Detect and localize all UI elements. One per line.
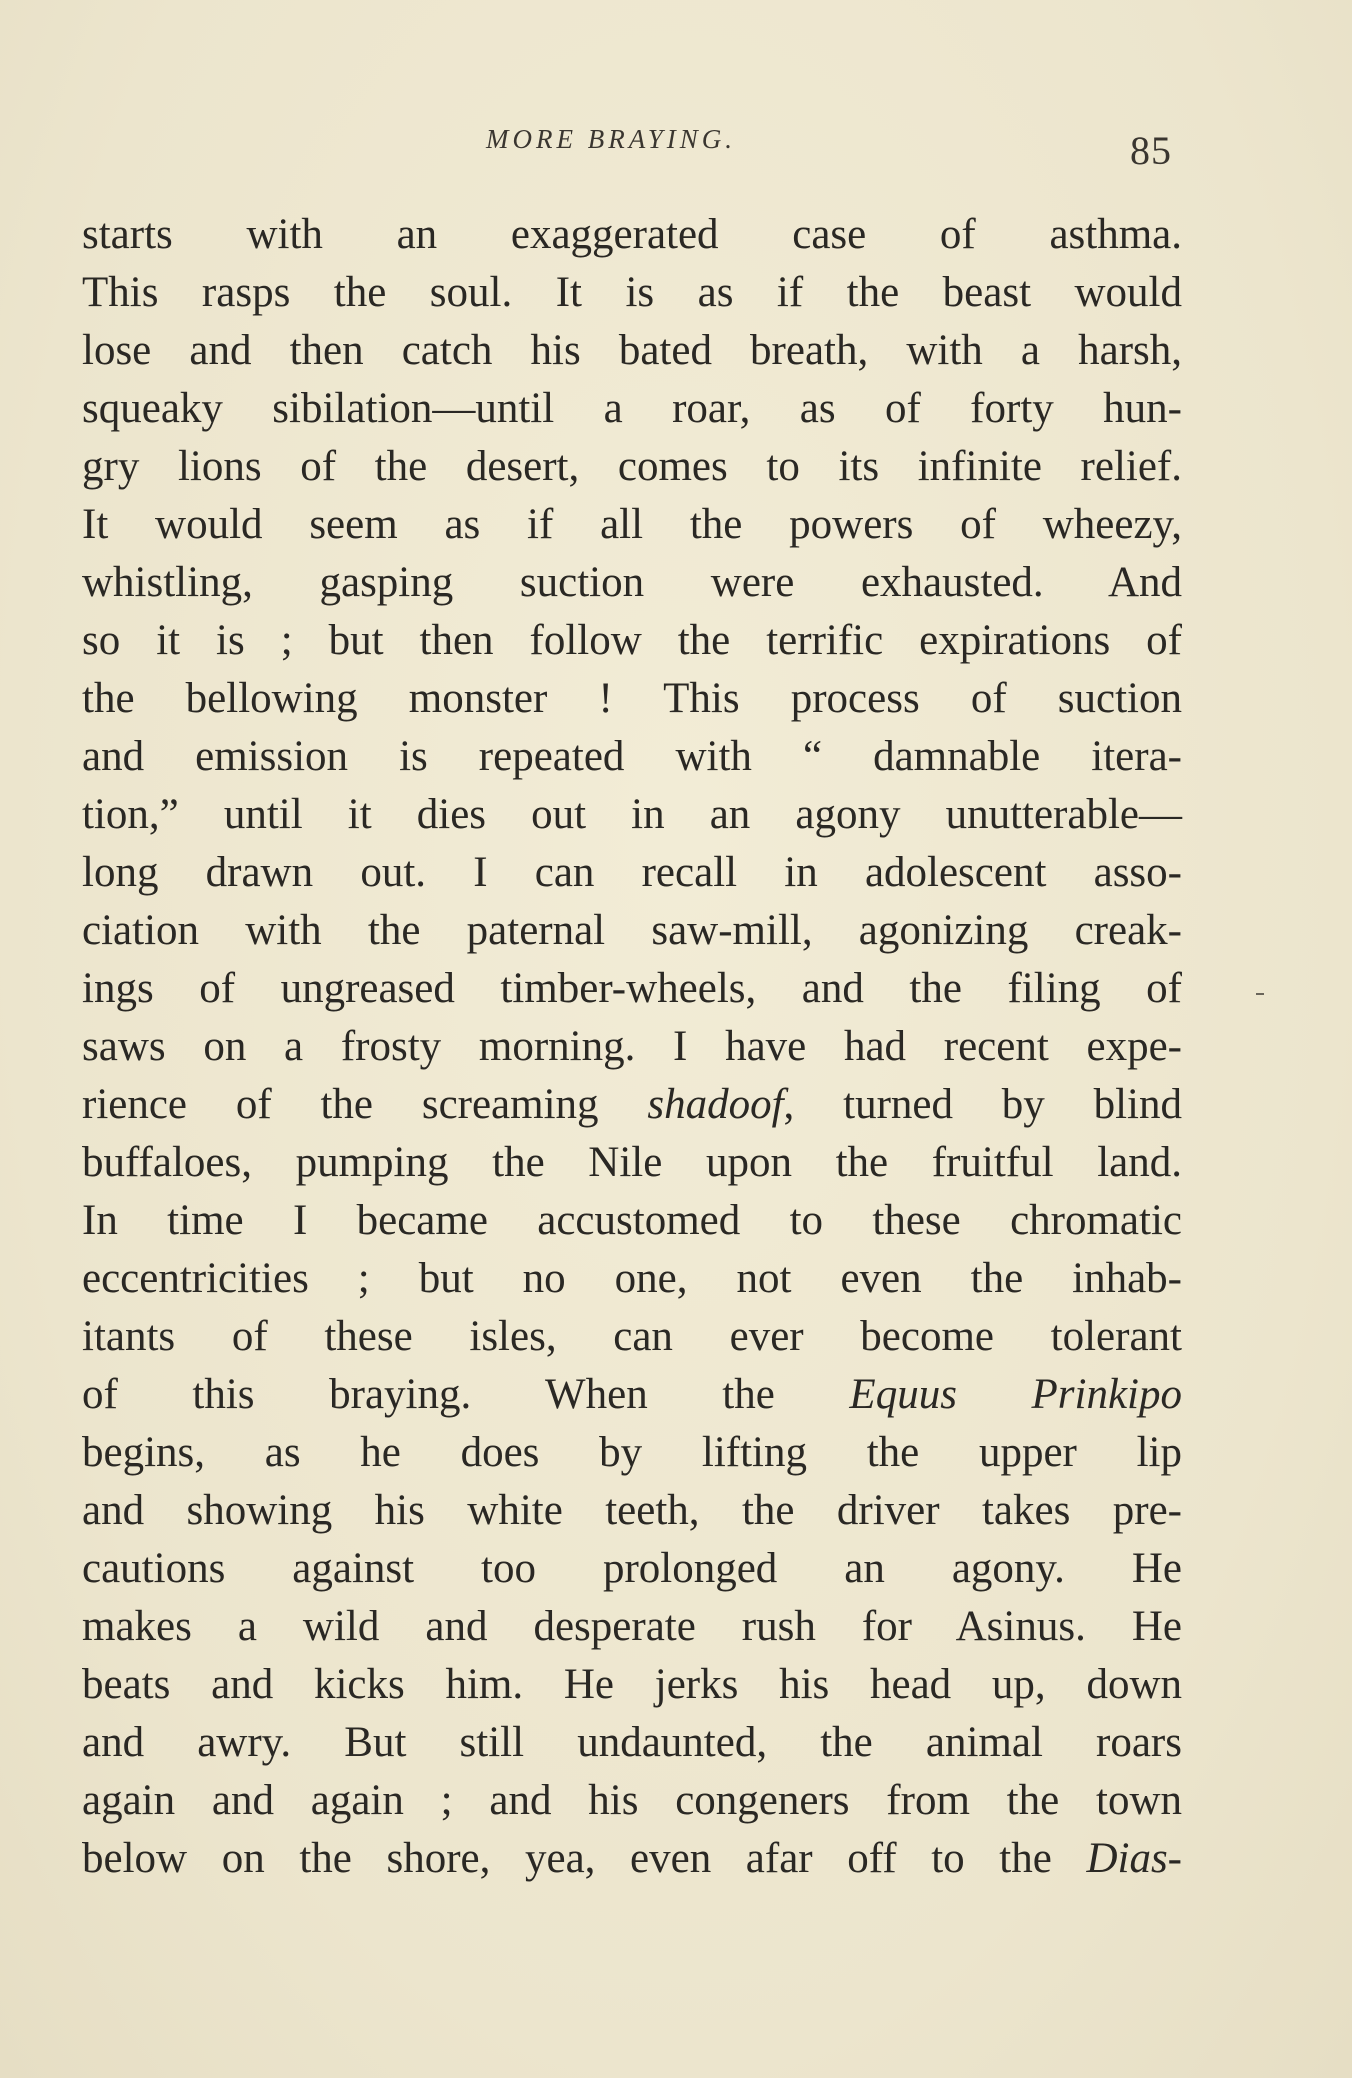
text-line: [82, 728, 1182, 786]
text-line: [82, 1540, 1182, 1598]
margin-mark: [1256, 993, 1264, 995]
text-segment: so it is ; but then follow the terrific expirations of: [82, 617, 1182, 664]
text-segment: This rasps the soul. It is as if the beast would: [82, 269, 1182, 316]
text-line: [82, 1714, 1182, 1772]
text-segment: rience of the screaming: [82, 1081, 648, 1128]
running-head: MORE BRAYING.: [486, 124, 736, 154]
text-line: [82, 380, 1182, 438]
text-segment: of this braying. When the: [82, 1371, 850, 1418]
text-segment: , turned by blind: [783, 1081, 1182, 1128]
text-segment: ings of ungreased timber-wheels, and the filing of: [82, 965, 1182, 1012]
text-segment: begins, as he does by lifting the upper lip: [82, 1429, 1182, 1476]
text-line: [82, 554, 1182, 612]
text-line: [82, 1656, 1182, 1714]
text-segment: below on the shore, yea, even afar off to the: [82, 1835, 1087, 1882]
text-line: [82, 1018, 1182, 1076]
text-line: [82, 322, 1182, 380]
text-segment: long drawn out. I can recall in adolescent asso-: [82, 849, 1182, 896]
text-segment: makes a wild and desperate rush for Asinus. He: [82, 1603, 1182, 1650]
text-segment: the bellowing monster ! This process of suction: [82, 675, 1182, 722]
text-segment: starts with an exaggerated case of asthma.: [82, 211, 1182, 258]
text-segment: again and again ; and his congeners from the town: [82, 1777, 1182, 1824]
text-segment: eccentricities ; but no one, not even the inhab-: [82, 1255, 1182, 1302]
text-segment: and emission is repeated with “ damnable itera-: [82, 733, 1182, 780]
italic-text: shadoof: [647, 1081, 784, 1128]
text-segment: cautions against too prolonged an agony. He: [82, 1545, 1182, 1592]
text-line: [82, 786, 1182, 844]
text-line: [82, 1830, 1182, 1888]
text-line: [82, 960, 1182, 1018]
text-line: [82, 844, 1182, 902]
text-segment: ciation with the paternal saw-mill, agonizing creak-: [82, 907, 1182, 954]
text-segment: whistling, gasping suction were exhausted. And: [82, 559, 1182, 606]
text-segment: and showing his white teeth, the driver takes pre-: [82, 1487, 1182, 1534]
text-line: [82, 902, 1182, 960]
text-segment: In time I became accustomed to these chromatic: [82, 1197, 1182, 1244]
page-number: 85: [1130, 128, 1172, 173]
text-segment: lose and then catch his bated breath, with a harsh,: [82, 327, 1182, 374]
text-line: [82, 1308, 1182, 1366]
text-segment: itants of these isles, can ever become tolerant: [82, 1313, 1182, 1360]
text-segment: saws on a frosty morning. I have had recent expe-: [82, 1023, 1182, 1070]
text-segment: gry lions of the desert, comes to its infinite relief.: [82, 443, 1182, 490]
text-line: [82, 1192, 1182, 1250]
text-line: [82, 1482, 1182, 1540]
text-segment: buffaloes, pumping the Nile upon the fruitful land.: [82, 1139, 1182, 1186]
text-line: [82, 1598, 1182, 1656]
text-line: [82, 206, 1182, 264]
body-text: [82, 206, 1182, 1888]
text-line: [82, 1424, 1182, 1482]
italic-text: Equus Prinkipo: [849, 1371, 1182, 1418]
text-line: [82, 612, 1182, 670]
text-line: [82, 1772, 1182, 1830]
text-line: [82, 264, 1182, 322]
text-line: [82, 496, 1182, 554]
italic-text: Dias-: [1086, 1835, 1182, 1882]
text-segment: squeaky sibilation—until a roar, as of forty hun-: [82, 385, 1182, 432]
text-line: [82, 438, 1182, 496]
text-line: [82, 1250, 1182, 1308]
text-line: [82, 1366, 1182, 1424]
text-segment: It would seem as if all the powers of wheezy,: [82, 501, 1182, 548]
text-segment: beats and kicks him. He jerks his head up, down: [82, 1661, 1182, 1708]
text-segment: tion,” until it dies out in an agony unutterable—: [82, 791, 1182, 838]
text-line: [82, 1076, 1182, 1134]
text-segment: and awry. But still undaunted, the animal roars: [82, 1719, 1182, 1766]
text-line: [82, 670, 1182, 728]
text-line: [82, 1134, 1182, 1192]
